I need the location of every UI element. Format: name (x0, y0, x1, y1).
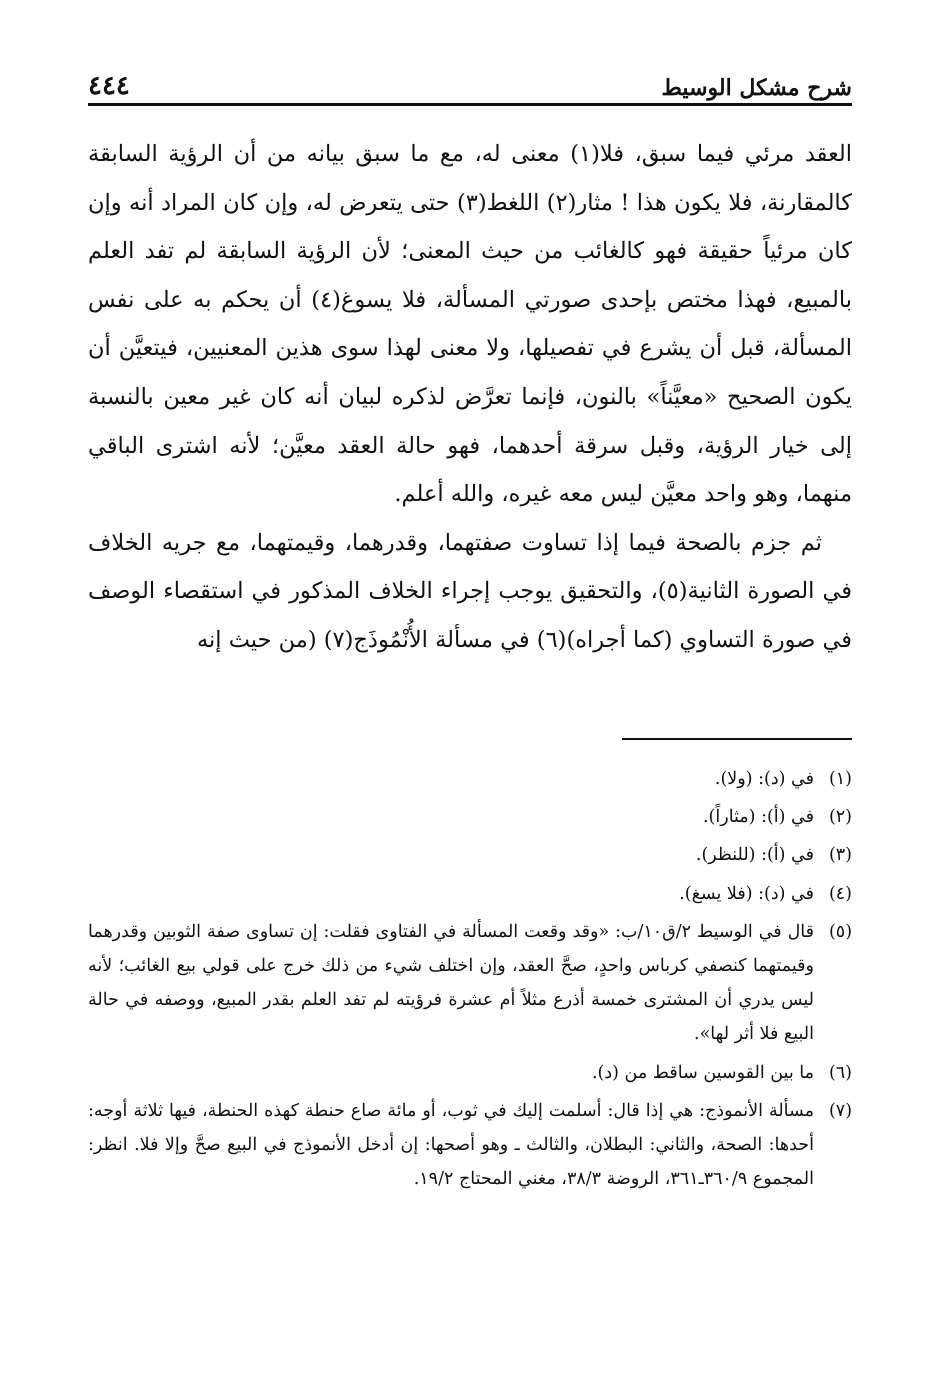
footnote-number: (٤) (828, 883, 852, 904)
page-number: ٤٤٤ (88, 71, 130, 101)
footnote-text: ما بين القوسين ساقط من (د). (591, 1062, 814, 1083)
footnote-number: (٥) (828, 921, 853, 942)
footnote-text: في (أ): (للنظر). (695, 845, 814, 866)
footnote-text: في (أ): (مثاراً). (702, 807, 814, 828)
footnote (88, 877, 852, 911)
footnote-text: في (د): (ولا). (714, 769, 814, 789)
footnote-number: (٦) (828, 1062, 852, 1083)
footnote-text: قال في الوسيط ٢/ق١٠/ب: «وقد وقعت المسألة في الفتاوى فقلت: إن تساوى صفة الثوبين وقدرهما وقيمتهما كنصفي كرباس واحدٍ، صحَّ العقد، وإن اختلف شيء من ذلك خرج على قولي بيع الغائب؛ لأنه ليس يدري أن المشترى خمسة أذرع مثلاً أم عشرة فرؤيته لم تفد العلم بقدر المبيع، ووصفه في حالة البيع فلا أثر لها». (88, 921, 815, 1045)
footnote-number: (٣) (828, 845, 852, 866)
paragraph: العقد مرئي فيما سبق، فلا(١) معنى له، مع ما سبق بيانه من أن الرؤية السابقة كالمقارنة، فلا يكون هذا ! مثار(٢) اللغط(٣) حتى يتعرض له، وإن كان المراد أنه وإن كان مرئياً حقيقة فهو كالغائب من حيث المعنى؛ لأن الرؤية السابقة لم تفد العلم بالمبيع، فهذا مختص بإحدى صورتي المسألة، فلا يسوغ(٤) أن يحكم به على نفس المسألة، قبل أن يشرع في تفصيلها، ولا معنى لهذا سوى هذين المعنيين، فيتعيَّن أن يكون الصحيح «معيَّناً» بالنون، فإنما تعرَّض لذكره لبيان أنه كان غير معين بالنسبة إلى خيار الرؤية، وقبل سرقة أحدهما، فهو حالة العقد معيَّن؛ لأنه اشترى الباقي منهما، وهو واحد معيَّن ليس معه غيره، والله أعلم. (88, 141, 852, 508)
footnote-number: (٧) (828, 1100, 853, 1121)
footnote-number: (٢) (828, 807, 852, 828)
footnote (88, 1056, 852, 1090)
footnotes (88, 762, 852, 1200)
footnote (88, 915, 852, 1052)
footnote-number: (١) (828, 769, 852, 789)
footnote-separator (622, 738, 852, 740)
footnote-text: في (د): (فلا يسغ). (679, 883, 814, 904)
footnote (88, 838, 852, 872)
paragraph: ثم جزم بالصحة فيما إذا تساوت صفتهما، وقدرهما، وقيمتهما، مع جريه الخلاف في الصورة الثانية(٥)، والتحقيق يوجب إجراء الخلاف المذكور في استقصاء الوصف في صورة التساوي (كما أجراه)(٦) في مسألة الأُنْمُوذَج(٧) (من حيث إنه (88, 529, 853, 653)
page-header (88, 66, 852, 106)
footnote (88, 800, 852, 834)
footnote-text: مسألة الأنموذج: هي إذا قال: أسلمت إليك في ثوب، أو مائة صاع حنطة كهذه الحنطة، فيها ثلاثة أوجه: أحدها: الصحة، والثاني: البطلان، والثالث ـ وهو أصحها: إن أدخل الأنموذج في البيع صحَّ وإلا فلا. انظر: المجموع ٣٦٠/٩ـ٣٦١، الروضة ٣٨/٣، مغني المحتاج ١٩/٢. (88, 1100, 815, 1190)
main-text (88, 130, 852, 665)
footnote (88, 762, 852, 796)
footnote (88, 1094, 852, 1197)
running-title: شرح مشكل الوسيط (661, 75, 852, 101)
